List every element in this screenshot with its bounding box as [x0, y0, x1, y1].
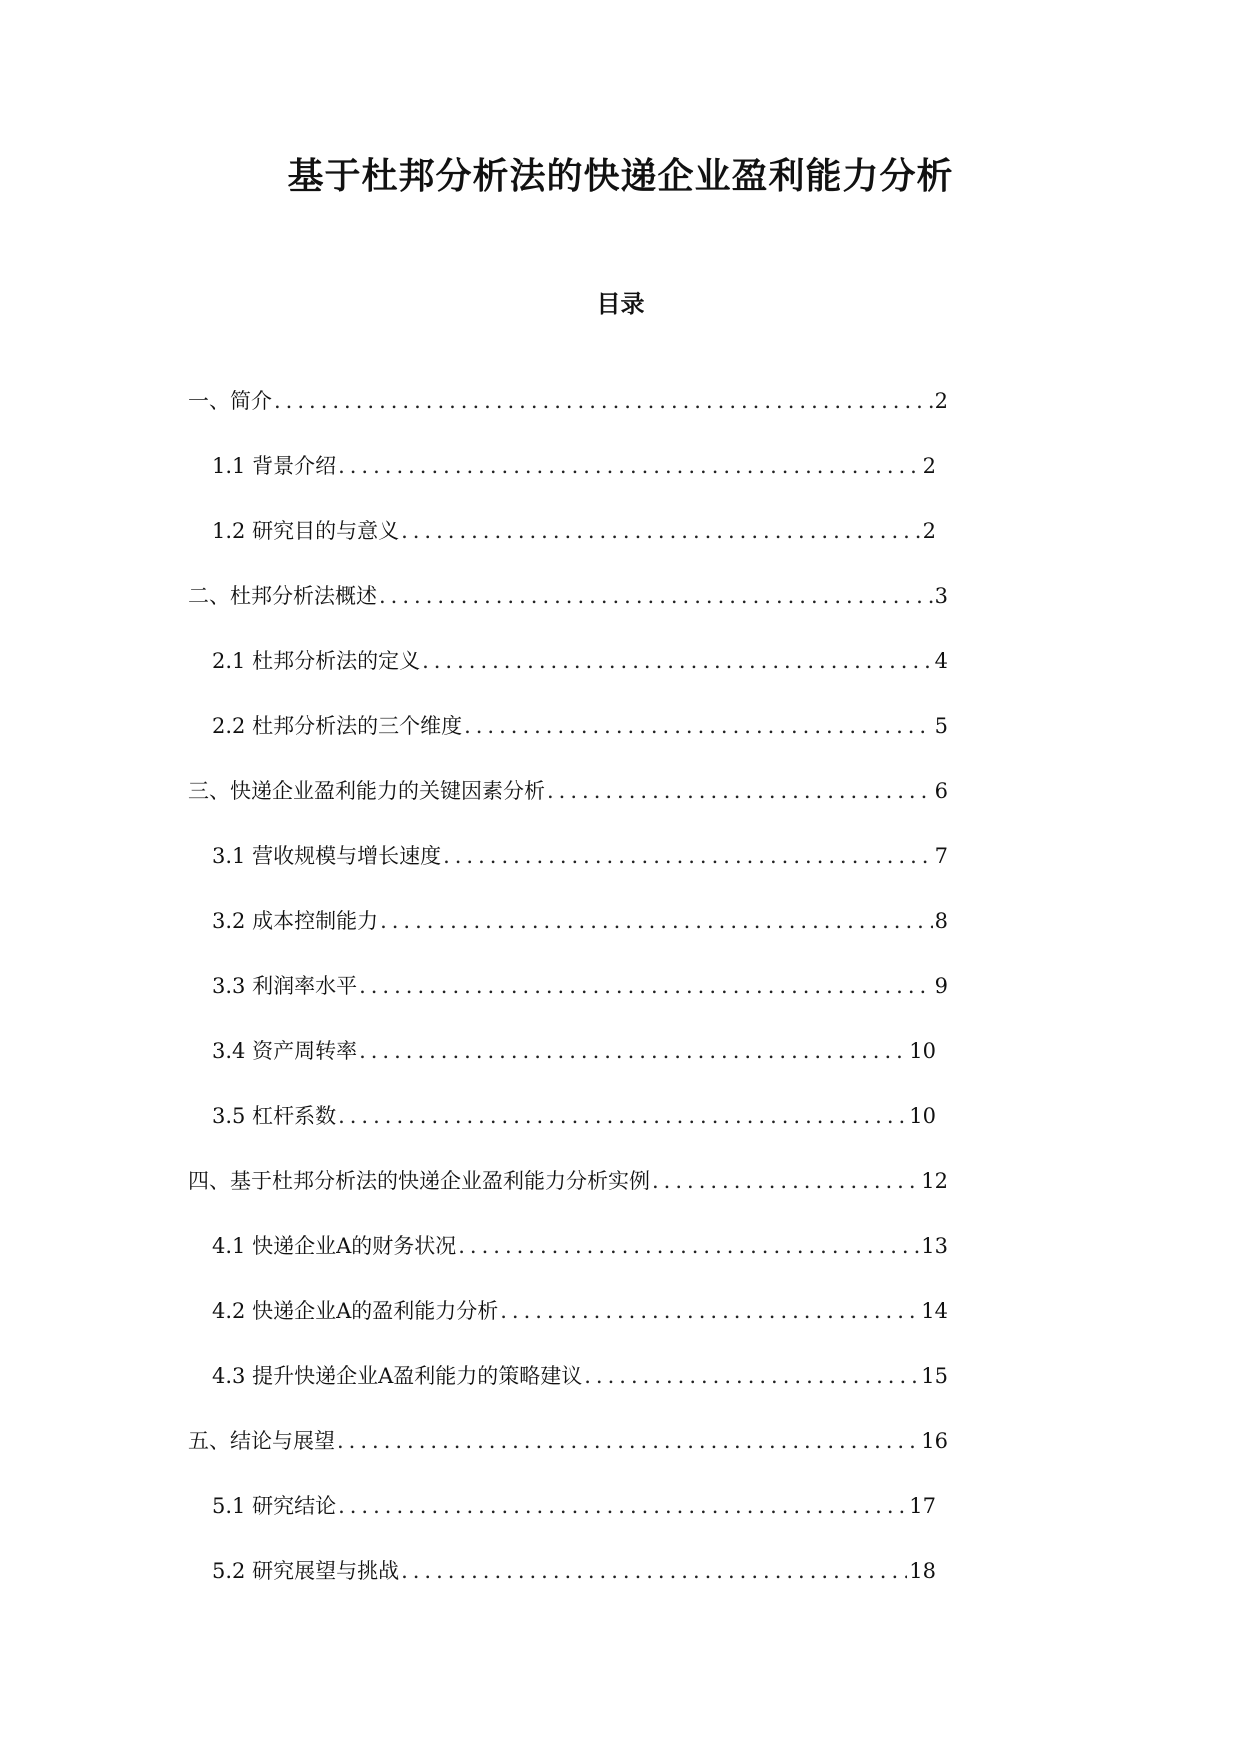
toc-entry-label: 四、基于杜邦分析法的快递企业盈利能力分析实例 [188, 1169, 650, 1193]
toc-dot-leader [359, 1036, 907, 1066]
toc-entry-page: 10 [909, 1039, 936, 1063]
toc-entry-page: 2 [922, 519, 936, 543]
toc-entry[interactable] [188, 646, 948, 711]
toc-entry-label: 三、快递企业盈利能力的关键因素分析 [188, 779, 545, 803]
toc-dot-leader [500, 1296, 919, 1326]
toc-dot-leader [401, 1556, 907, 1586]
toc-entry[interactable] [188, 581, 948, 646]
toc-entry-page: 15 [921, 1364, 948, 1388]
toc-entry-page: 10 [909, 1104, 936, 1128]
toc-entry-label: 五、结论与展望 [188, 1429, 335, 1453]
toc-dot-leader [422, 646, 933, 676]
toc-dot-leader [359, 971, 933, 1001]
toc-entry-label: 4.3 提升快递企业A盈利能力的策略建议 [212, 1364, 583, 1388]
toc-entry-label: 3.2 成本控制能力 [212, 909, 379, 933]
toc-entry[interactable] [188, 516, 936, 581]
toc-entry-page: 8 [934, 909, 948, 933]
toc-entry-page: 6 [934, 779, 948, 803]
toc-dot-leader [458, 1231, 919, 1261]
toc-dot-leader [464, 711, 933, 741]
toc-entry[interactable] [188, 1361, 948, 1426]
toc-entry-label: 1.1 背景介绍 [212, 454, 337, 478]
toc-entry[interactable] [188, 906, 948, 971]
toc-entry-page: 17 [909, 1494, 936, 1518]
toc-heading: 目录 [596, 290, 645, 318]
table-of-contents [188, 386, 948, 1621]
toc-entry[interactable] [188, 1491, 936, 1556]
toc-dot-leader [337, 1426, 919, 1456]
toc-entry-label: 3.1 营收规模与增长速度 [212, 844, 442, 868]
toc-dot-leader [652, 1166, 919, 1196]
toc-dot-leader [443, 841, 933, 871]
toc-entry-page: 14 [921, 1299, 948, 1323]
toc-entry-label: 4.2 快递企业A的盈利能力分析 [212, 1299, 499, 1323]
toc-entry-label: 1.2 研究目的与意义 [212, 519, 400, 543]
toc-entry[interactable] [188, 711, 948, 776]
toc-entry-label: 一、简介 [188, 389, 272, 413]
toc-dot-leader [401, 516, 921, 546]
toc-entry[interactable] [188, 1296, 948, 1361]
toc-entry[interactable] [188, 971, 948, 1036]
toc-dot-leader [380, 906, 933, 936]
toc-entry-page: 7 [934, 844, 948, 868]
toc-entry-page: 3 [934, 584, 948, 608]
toc-entry-label: 3.4 资产周转率 [212, 1039, 358, 1063]
toc-dot-leader [547, 776, 933, 806]
toc-entry-label: 5.1 研究结论 [212, 1494, 337, 1518]
toc-entry[interactable] [188, 841, 948, 906]
toc-entry-page: 2 [934, 389, 948, 413]
toc-entry[interactable] [188, 1036, 936, 1101]
toc-dot-leader [338, 1101, 907, 1131]
toc-entry-page: 16 [921, 1429, 948, 1453]
toc-entry[interactable] [188, 1166, 948, 1231]
toc-entry-label: 3.3 利润率水平 [212, 974, 358, 998]
toc-entry-page: 12 [921, 1169, 948, 1193]
toc-dot-leader [338, 451, 921, 481]
toc-entry[interactable] [188, 386, 948, 451]
toc-dot-leader [338, 1491, 907, 1521]
toc-entry[interactable] [188, 1426, 948, 1491]
toc-entry[interactable] [188, 1101, 936, 1166]
toc-entry-page: 4 [934, 649, 948, 673]
toc-entry-label: 5.2 研究展望与挑战 [212, 1559, 400, 1583]
toc-entry-label: 2.2 杜邦分析法的三个维度 [212, 714, 463, 738]
toc-entry-label: 4.1 快递企业A的财务状况 [212, 1234, 457, 1258]
toc-dot-leader [584, 1361, 919, 1391]
toc-entry-label: 二、杜邦分析法概述 [188, 584, 377, 608]
toc-dot-leader [274, 386, 933, 416]
toc-dot-leader [379, 581, 933, 611]
toc-entry-page: 5 [934, 714, 948, 738]
document-title: 基于杜邦分析法的快递企业盈利能力分析 [287, 156, 954, 197]
toc-entry-page: 2 [922, 454, 936, 478]
toc-entry[interactable] [188, 776, 948, 841]
toc-entry-page: 9 [934, 974, 948, 998]
toc-entry-page: 18 [909, 1559, 936, 1583]
toc-entry-label: 2.1 杜邦分析法的定义 [212, 649, 421, 673]
toc-entry[interactable] [188, 1231, 948, 1296]
toc-entry[interactable] [188, 1556, 936, 1621]
toc-entry-page: 13 [921, 1234, 948, 1258]
toc-entry-label: 3.5 杠杆系数 [212, 1104, 337, 1128]
toc-entry[interactable] [188, 451, 936, 516]
